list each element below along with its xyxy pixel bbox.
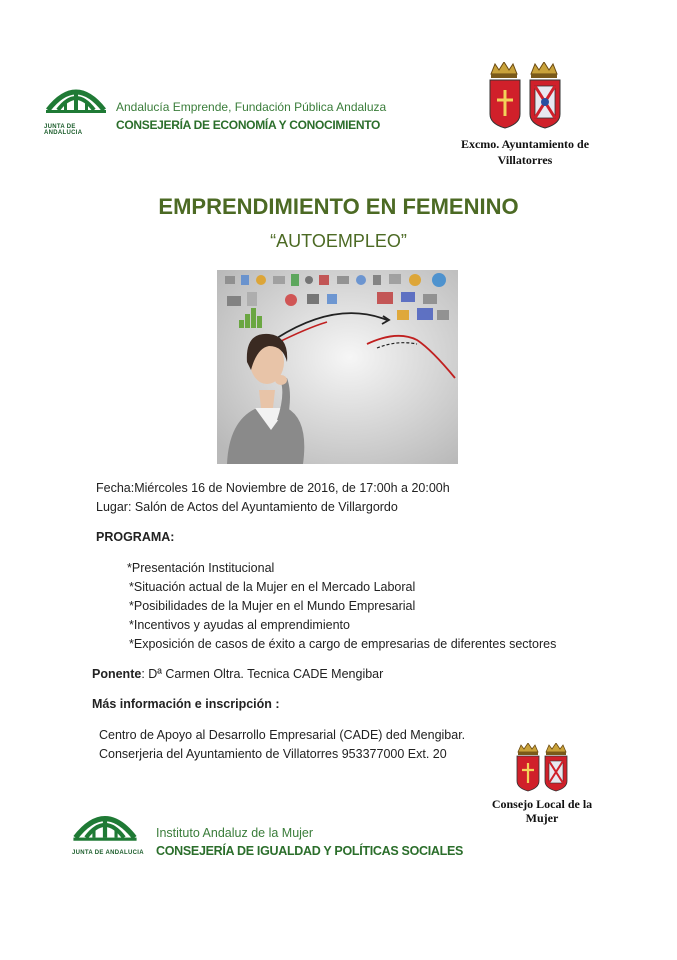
programa-item-2: *Situación actual de la Mujer en el Mercado Laboral [129, 580, 416, 594]
programa-item-3: *Posibilidades de la Mujer en el Mundo Empresarial [129, 599, 416, 613]
info-heading: Más información e inscripción : [92, 697, 280, 711]
junta-caption: JUNTA DE ANDALUCIA [44, 124, 83, 136]
junta-caption-bottom: JUNTA DE ANDALUCIA [72, 850, 144, 856]
coat-of-arms-small-icon [515, 743, 571, 793]
ayuntamiento-line1: Excmo. Ayuntamiento de [460, 137, 590, 151]
ayuntamiento-coat-of-arms [487, 62, 567, 132]
consejo-label [470, 797, 614, 825]
consejeria-igualdad: CONSEJERÍA DE IGUALDAD Y POLÍTICAS SOCIALES [156, 844, 464, 858]
junta-arch-bottom-icon [70, 806, 140, 846]
event-date: Fecha:Miércoles 16 de Noviembre de 2016, de 17:00h a 20:00h [96, 481, 450, 495]
coat-of-arms-icon [487, 62, 567, 132]
info-line1: Centro de Apoyo al Desarrollo Empresarial (CADE) ded Mengibar. [99, 728, 466, 742]
programa-heading: PROGRAMA: [96, 530, 175, 544]
ponente [92, 667, 383, 681]
ponente-text: : Dª Carmen Oltra. Tecnica CADE Mengibar [141, 667, 384, 681]
programa-item-1: *Presentación Institucional [127, 561, 275, 575]
consejeria-top: CONSEJERÍA DE ECONOMÍA Y CONOCIMIENTO [116, 118, 381, 132]
event-title: EMPRENDIMIENTO EN FEMENINO [158, 194, 519, 219]
junta-andalucia-logo-bottom [60, 800, 464, 870]
ponente-label: Ponente [92, 667, 142, 681]
event-subtitle: “AUTOEMPLEO” [270, 231, 407, 251]
businesswoman-illustration [217, 270, 458, 464]
junta-arch-icon [44, 80, 108, 118]
consejo-line1: Consejo Local de la [491, 797, 593, 811]
programa-item-4: *Incentivos y ayudas al emprendimiento [129, 618, 350, 632]
info-line2: Conserjeria del Ayuntamiento de Villatorres 953377000 Ext. 20 [99, 747, 447, 761]
consejo-line2: Mujer [525, 811, 559, 825]
businesswoman-thinking-icon [217, 270, 458, 464]
junta-andalucia-logo-top [42, 80, 387, 140]
ayuntamiento-line2: Villatorres [497, 153, 553, 167]
instituto-mujer: Instituto Andaluz de la Mujer [156, 826, 314, 840]
org-name-top: Andalucía Emprende, Fundación Pública Andaluza [116, 100, 387, 114]
event-place: Lugar: Salón de Actos del Ayuntamiento de Villargordo [96, 500, 398, 514]
programa-item-5: *Exposición de casos de éxito a cargo de empresarias de diferentes sectores [129, 637, 557, 651]
consejo-coat-of-arms [515, 743, 571, 793]
ayuntamiento-label [440, 136, 610, 168]
